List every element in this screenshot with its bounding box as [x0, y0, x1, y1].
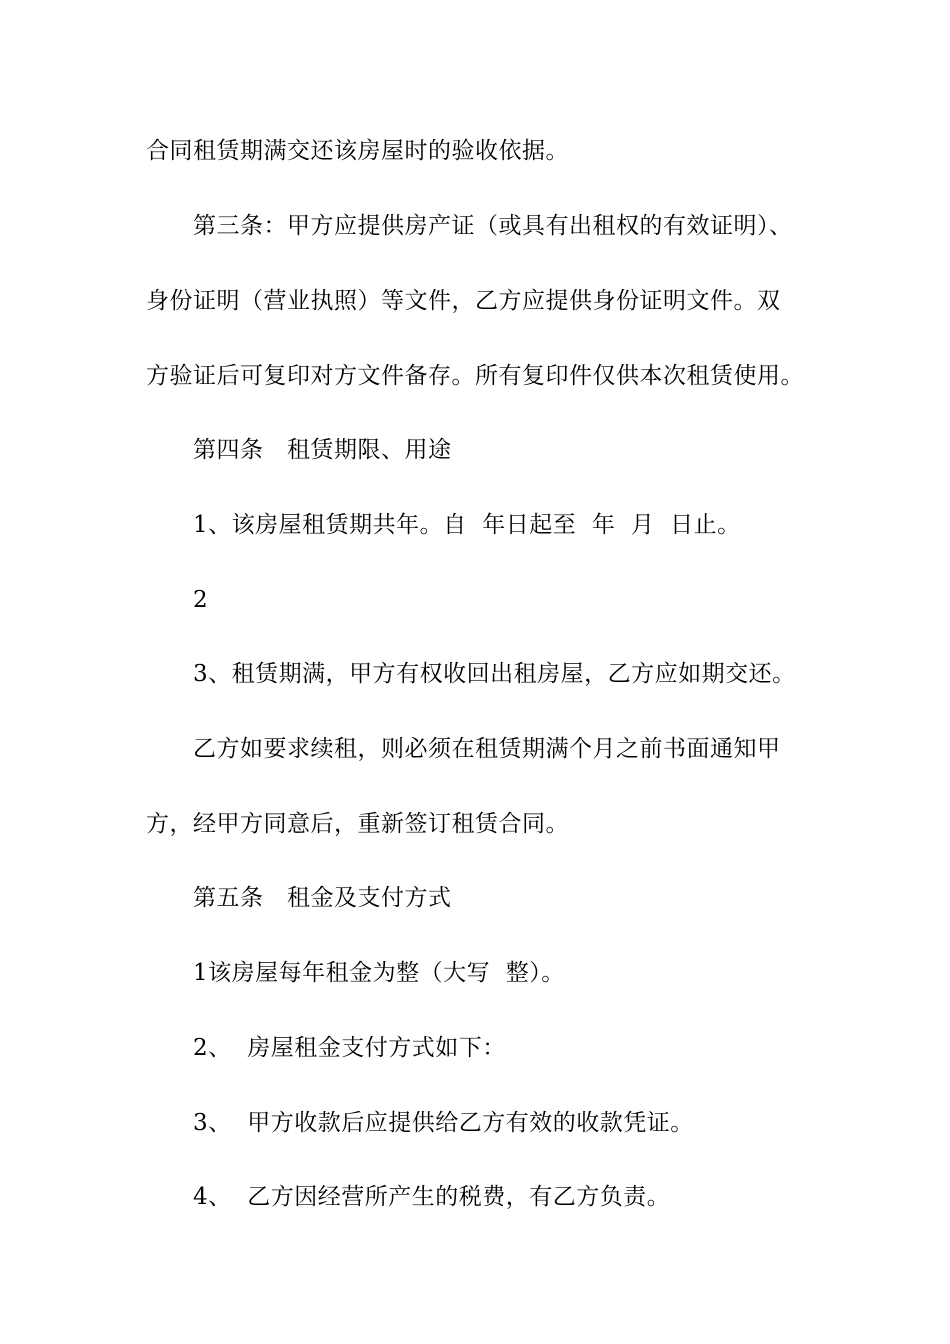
text-line: 第三条：甲方应提供房产证（或具有出租权的有效证明）、 — [193, 213, 793, 239]
section-heading: 第四条 租赁期限、用途 — [193, 437, 452, 463]
text-line: 3、 甲方收款后应提供给乙方有效的收款凭证。 — [193, 1110, 694, 1136]
text-line: 2 — [193, 587, 209, 613]
text-line: 方验证后可复印对方文件备存。所有复印件仅供本次租赁使用。 — [146, 363, 804, 389]
section-heading: 第五条 租金及支付方式 — [193, 885, 452, 911]
text-line: 3、租赁期满，甲方有权收回出租房屋，乙方应如期交还。 — [193, 661, 796, 687]
text-line: 4、 乙方因经营所产生的税费，有乙方负责。 — [193, 1184, 671, 1210]
text-line: 2、 房屋租金支付方式如下： — [193, 1035, 506, 1061]
text-line: 乙方如要求续租，则必须在租赁期满个月之前书面通知甲 — [193, 736, 781, 762]
text-line: 方，经甲方同意后，重新签订租赁合同。 — [146, 811, 569, 837]
text-line: 1该房屋每年租金为整（大写 整）。 — [193, 960, 565, 986]
text-line: 1、该房屋租赁期共年。自 年日起至 年 月 日止。 — [193, 512, 741, 538]
text-line: 合同租赁期满交还该房屋时的验收依据。 — [146, 138, 569, 164]
text-line: 身份证明（营业执照）等文件，乙方应提供身份证明文件。双 — [146, 288, 781, 314]
